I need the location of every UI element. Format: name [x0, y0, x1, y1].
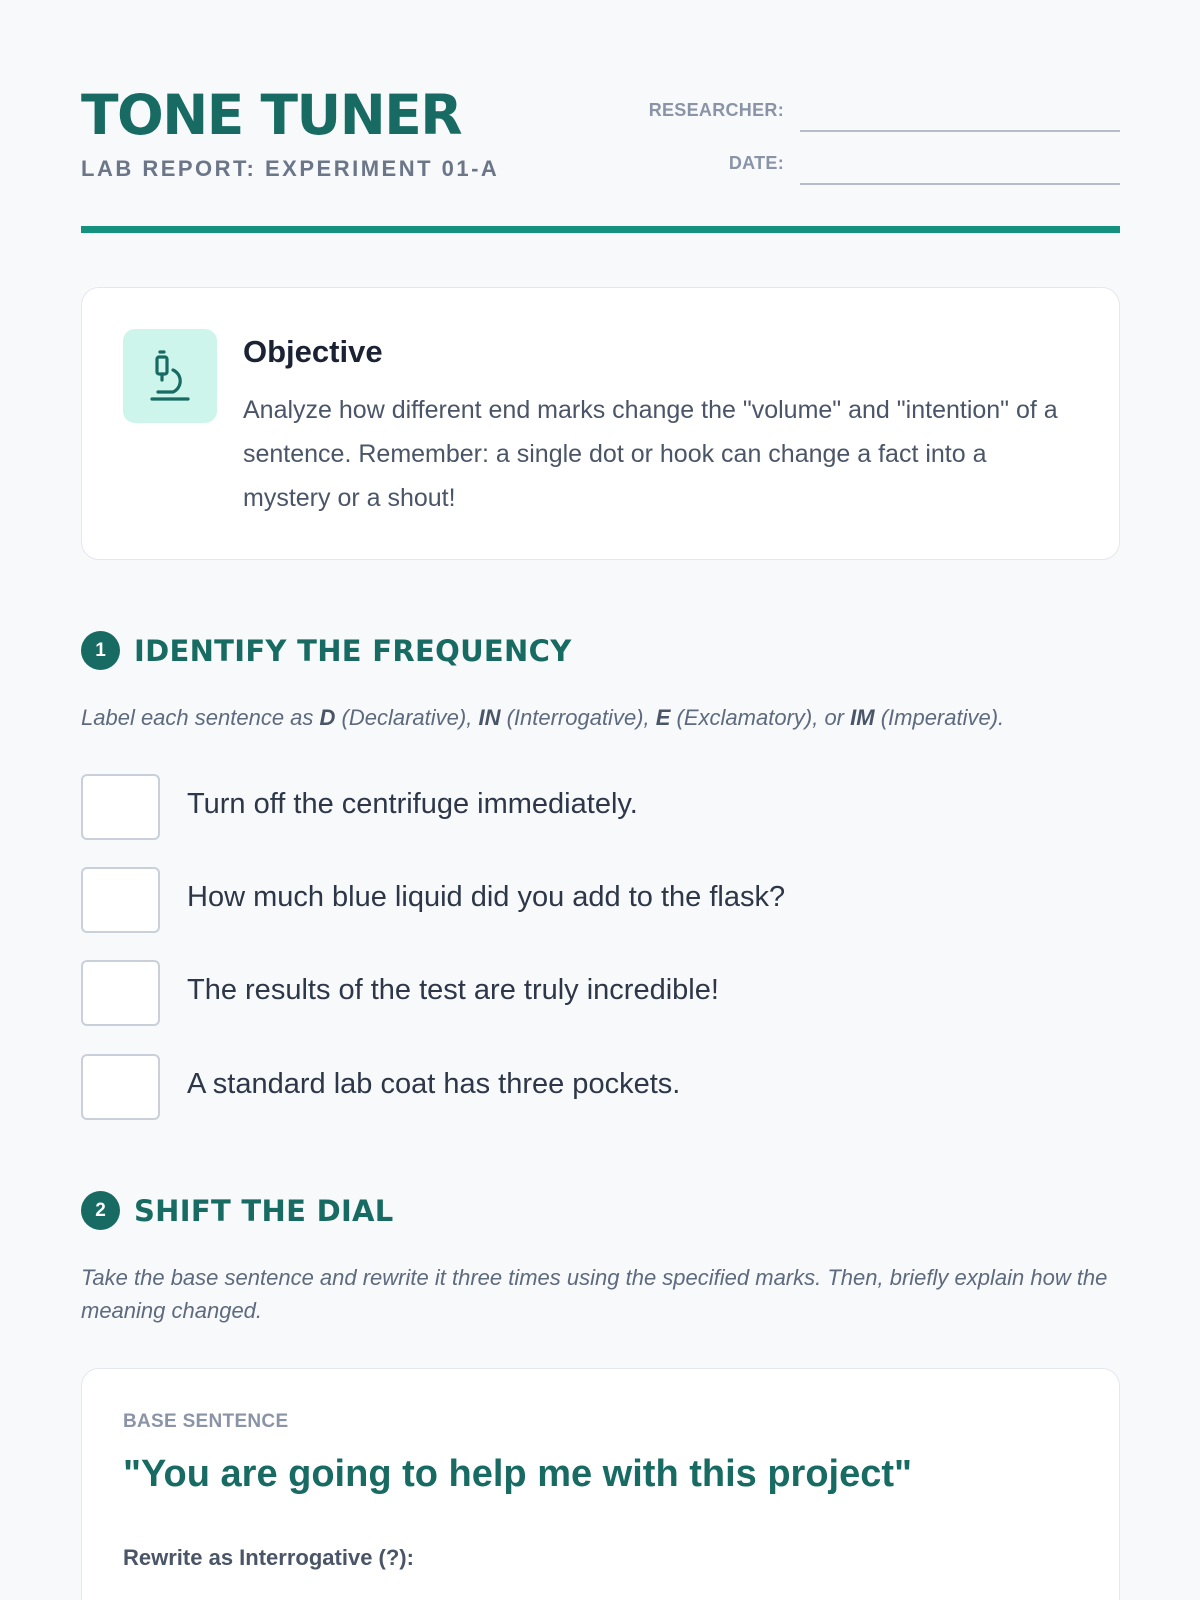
section-1-title: IDENTIFY THE FREQUENCY — [134, 634, 572, 668]
code-exclamatory: E — [655, 705, 671, 730]
researcher-input-line[interactable] — [800, 130, 1120, 132]
objective-card — [81, 287, 1120, 560]
sentence-text: Turn off the centrifuge immediately. — [187, 788, 638, 820]
answer-box[interactable] — [81, 867, 160, 933]
list-item — [81, 774, 1120, 840]
name-interrogative: (Interrogative), — [500, 705, 656, 730]
section-2-instruction: Take the base sentence and rewrite it three times using the specified marks. Then, briefly explain how the meaning changed. — [81, 1265, 1108, 1323]
objective-text: Analyze how different end marks change the "volume" and "intention" of a sentence. Remember: a single dot or hook can change a fact into a mystery or a shout! — [243, 396, 1058, 512]
researcher-row — [650, 92, 1120, 132]
report-header — [81, 0, 1120, 235]
researcher-label: RESEARCHER: — [648, 100, 784, 120]
section-2-number: 2 — [81, 1191, 120, 1230]
base-sentence: "You are going to help me with this project" — [123, 1453, 913, 1495]
name-exclamatory: (Exclamatory), or — [670, 705, 851, 730]
section-1-number: 1 — [81, 631, 120, 670]
code-interrogative: IN — [478, 705, 501, 730]
microscope-icon — [146, 349, 194, 403]
date-label: DATE: — [728, 153, 784, 173]
name-imperative: (Imperative). — [874, 705, 1005, 730]
lab-report-page — [81, 0, 1120, 1570]
list-item — [81, 960, 1120, 1026]
header-divider — [81, 226, 1120, 233]
list-item — [81, 1054, 1120, 1120]
section-2-title: SHIFT THE DIAL — [134, 1194, 394, 1228]
page-title: TONE TUNER — [81, 83, 462, 147]
code-declarative: D — [319, 705, 336, 730]
objective-title: Objective — [243, 334, 383, 369]
section-1-instruction — [81, 701, 1111, 734]
answer-box[interactable] — [81, 960, 160, 1026]
instruction-prefix: Label each sentence as — [81, 705, 320, 730]
list-item — [81, 867, 1120, 933]
answer-box[interactable] — [81, 774, 160, 840]
code-imperative: IM — [850, 705, 875, 730]
sentence-text: The results of the test are truly incredible! — [187, 974, 719, 1006]
base-sentence-label: BASE SENTENCE — [123, 1411, 289, 1432]
sentence-text: How much blue liquid did you add to the flask? — [187, 881, 786, 913]
answer-box[interactable] — [81, 1054, 160, 1120]
base-sentence-card — [81, 1368, 1120, 1600]
page-subtitle: LAB REPORT: EXPERIMENT 01-A — [81, 156, 500, 181]
rewrite-interrogative-label: Rewrite as Interrogative (?): — [123, 1545, 414, 1570]
date-input-line[interactable] — [800, 183, 1120, 185]
objective-icon-box — [123, 329, 217, 423]
sentence-text: A standard lab coat has three pockets. — [187, 1068, 681, 1100]
date-row — [650, 145, 1120, 185]
name-declarative: (Declarative), — [335, 705, 479, 730]
